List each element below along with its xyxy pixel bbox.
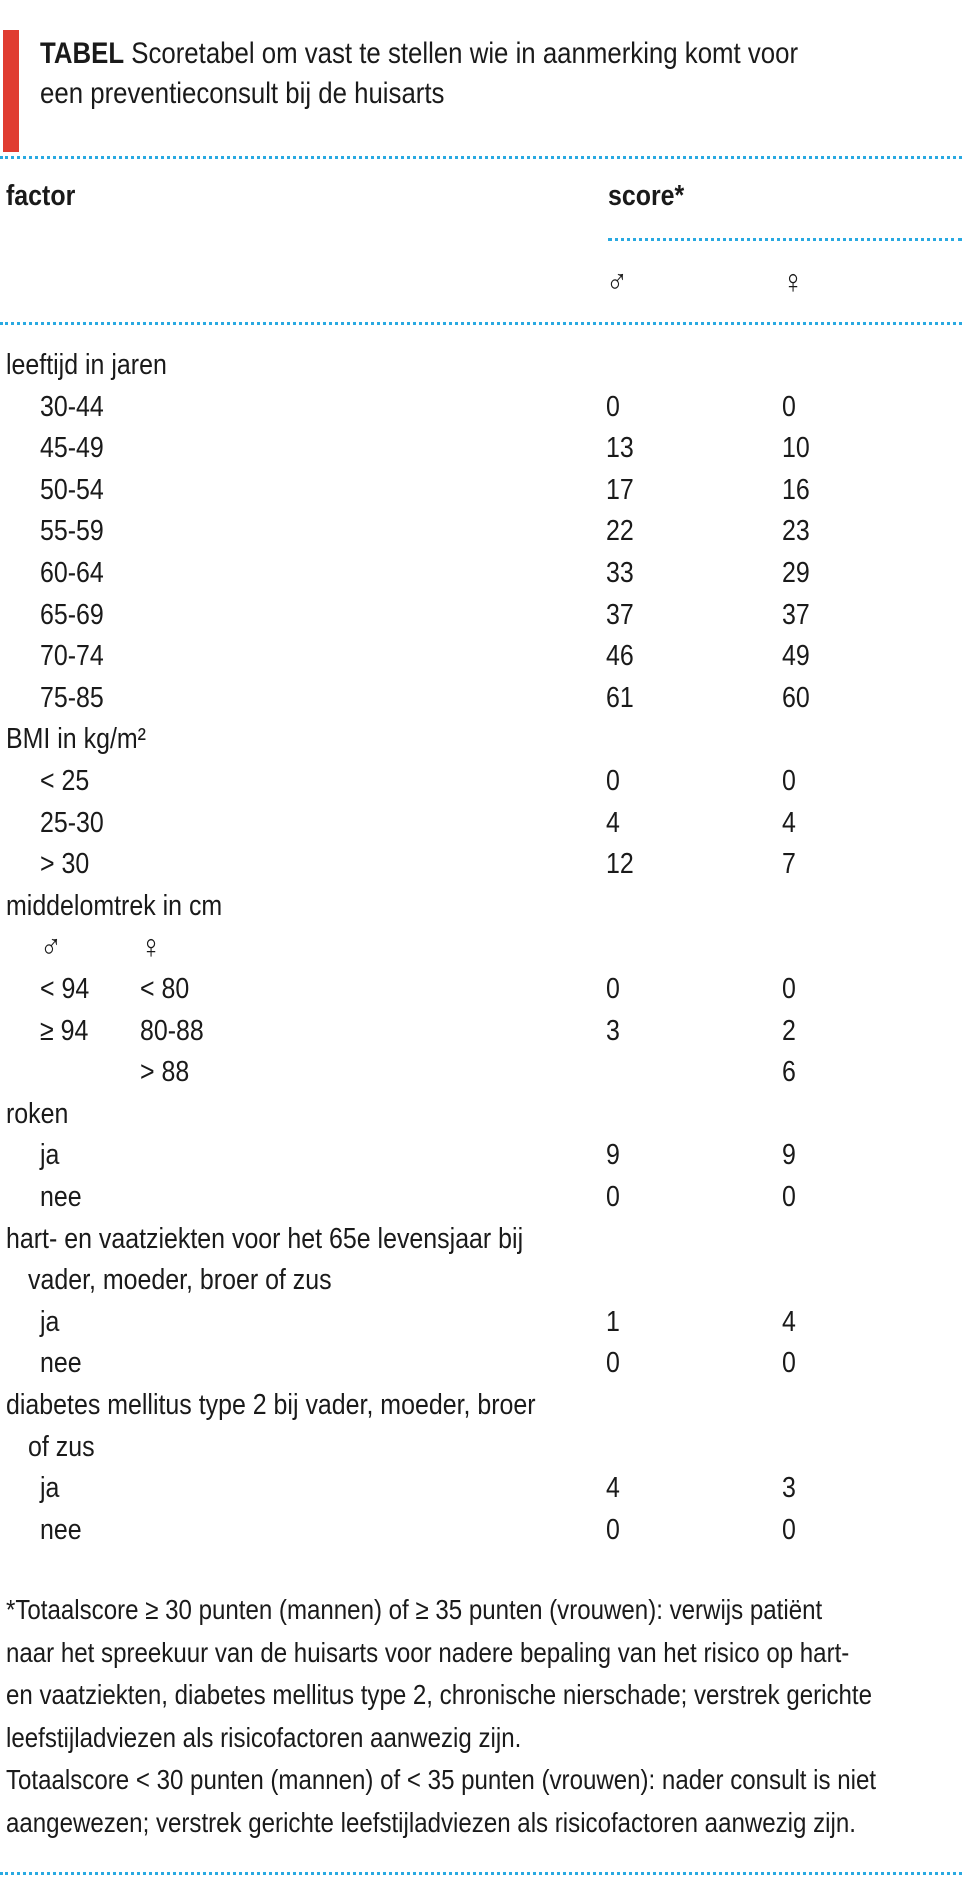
row-label-secondary: > 88 bbox=[140, 1056, 190, 1088]
header-dotted-rule bbox=[0, 322, 962, 325]
footnote-line: aangewezen; verstrek gerichte leefstijladviezen als risicofactoren aanwezig zijn. bbox=[6, 1807, 856, 1838]
female-score: 2 bbox=[782, 1015, 796, 1047]
red-accent-bar bbox=[3, 30, 19, 152]
male-score: 4 bbox=[606, 807, 620, 839]
table-label: TABEL bbox=[40, 37, 125, 70]
footnote-line: Totaalscore < 30 punten (mannen) of < 35 punten (vrouwen): nader consult is niet bbox=[6, 1764, 877, 1795]
female-score: 0 bbox=[782, 1347, 796, 1379]
footnote-line: *Totaalscore ≥ 30 punten (mannen) of ≥ 35 punten (vrouwen): verwijs patiënt bbox=[6, 1594, 823, 1625]
female-score: 9 bbox=[782, 1139, 796, 1171]
row-label: nee bbox=[40, 1181, 82, 1213]
female-symbol-icon: ♀ bbox=[782, 263, 804, 301]
female-score: 6 bbox=[782, 1056, 796, 1088]
male-score: 12 bbox=[606, 848, 634, 880]
row-label: vader, moeder, broer of zus bbox=[28, 1264, 332, 1296]
row-label: < 94 bbox=[40, 973, 90, 1005]
female-score: 4 bbox=[782, 1306, 796, 1338]
bottom-dotted-rule bbox=[0, 1872, 962, 1875]
footnote-line: en vaatziekten, diabetes mellitus type 2, chronische nierschade; verstrek gerichte bbox=[6, 1679, 873, 1710]
score-dotted-rule bbox=[608, 238, 962, 241]
table-caption: Scoretabel om vast te stellen wie in aanmerking komt voor een preventieconsult bij de huisarts bbox=[40, 37, 799, 110]
row-label: 45-49 bbox=[40, 432, 104, 464]
row-label: 60-64 bbox=[40, 557, 104, 589]
female-score: 7 bbox=[782, 848, 796, 880]
row-label: 70-74 bbox=[40, 640, 104, 672]
female-score: 0 bbox=[782, 1181, 796, 1213]
row-label: of zus bbox=[28, 1431, 95, 1463]
category-label: BMI in kg/m² bbox=[6, 723, 146, 755]
male-score: 46 bbox=[606, 640, 634, 672]
category-label: diabetes mellitus type 2 bij vader, moeder, broer bbox=[6, 1389, 536, 1421]
male-score: 33 bbox=[606, 557, 634, 589]
footnote-line: leefstijladviezen als risicofactoren aanwezig zijn. bbox=[6, 1722, 522, 1753]
row-label: ja bbox=[40, 1139, 60, 1171]
male-score: 3 bbox=[606, 1015, 620, 1047]
male-score: 61 bbox=[606, 682, 634, 714]
female-score: 0 bbox=[782, 391, 796, 423]
male-symbol-icon: ♂ bbox=[606, 263, 628, 301]
header-factor: factor bbox=[6, 180, 76, 212]
category-label: roken bbox=[6, 1098, 69, 1130]
female-score: 23 bbox=[782, 515, 810, 547]
male-score: 22 bbox=[606, 515, 634, 547]
row-label: nee bbox=[40, 1514, 82, 1546]
row-label: nee bbox=[40, 1347, 82, 1379]
row-label: 25-30 bbox=[40, 807, 104, 839]
row-label-secondary: 80-88 bbox=[140, 1015, 204, 1047]
category-label: hart- en vaatziekten voor het 65e levensjaar bij bbox=[6, 1223, 524, 1255]
female-score: 4 bbox=[782, 807, 796, 839]
male-score: 0 bbox=[606, 765, 620, 797]
category-label: leeftijd in jaren bbox=[6, 349, 167, 381]
male-score: 4 bbox=[606, 1472, 620, 1504]
male-score: 13 bbox=[606, 432, 634, 464]
male-score: 0 bbox=[606, 973, 620, 1005]
male-score: 0 bbox=[606, 1514, 620, 1546]
male-score: 37 bbox=[606, 599, 634, 631]
female-score: 60 bbox=[782, 682, 810, 714]
row-label: 50-54 bbox=[40, 474, 104, 506]
male-score: 1 bbox=[606, 1306, 620, 1338]
row-label: ja bbox=[40, 1306, 60, 1338]
male-score: 9 bbox=[606, 1139, 620, 1171]
female-score: 16 bbox=[782, 474, 810, 506]
female-score: 29 bbox=[782, 557, 810, 589]
table-title bbox=[40, 34, 814, 114]
row-label: ≥ 94 bbox=[40, 1015, 89, 1047]
row-label: < 25 bbox=[40, 765, 90, 797]
row-label-secondary: ♀ bbox=[140, 928, 162, 966]
row-label: ja bbox=[40, 1472, 60, 1504]
header-score: score* bbox=[608, 180, 685, 212]
row-label: 65-69 bbox=[40, 599, 104, 631]
female-score: 0 bbox=[782, 973, 796, 1005]
female-score: 10 bbox=[782, 432, 810, 464]
male-score: 17 bbox=[606, 474, 634, 506]
male-score: 0 bbox=[606, 391, 620, 423]
row-label: ♂ bbox=[40, 928, 62, 966]
female-score: 37 bbox=[782, 599, 810, 631]
male-score: 0 bbox=[606, 1181, 620, 1213]
row-label: 30-44 bbox=[40, 391, 104, 423]
female-score: 0 bbox=[782, 765, 796, 797]
top-dotted-rule bbox=[0, 156, 962, 159]
male-score: 0 bbox=[606, 1347, 620, 1379]
category-label: middelomtrek in cm bbox=[6, 890, 223, 922]
table-title-block bbox=[0, 30, 962, 152]
footnote-line: naar het spreekuur van de huisarts voor nadere bepaling van het risico op hart- bbox=[6, 1637, 850, 1668]
row-label: 75-85 bbox=[40, 682, 104, 714]
row-label: 55-59 bbox=[40, 515, 104, 547]
female-score: 3 bbox=[782, 1472, 796, 1504]
row-label: > 30 bbox=[40, 848, 90, 880]
female-score: 0 bbox=[782, 1514, 796, 1546]
female-score: 49 bbox=[782, 640, 810, 672]
row-label-secondary: < 80 bbox=[140, 973, 190, 1005]
